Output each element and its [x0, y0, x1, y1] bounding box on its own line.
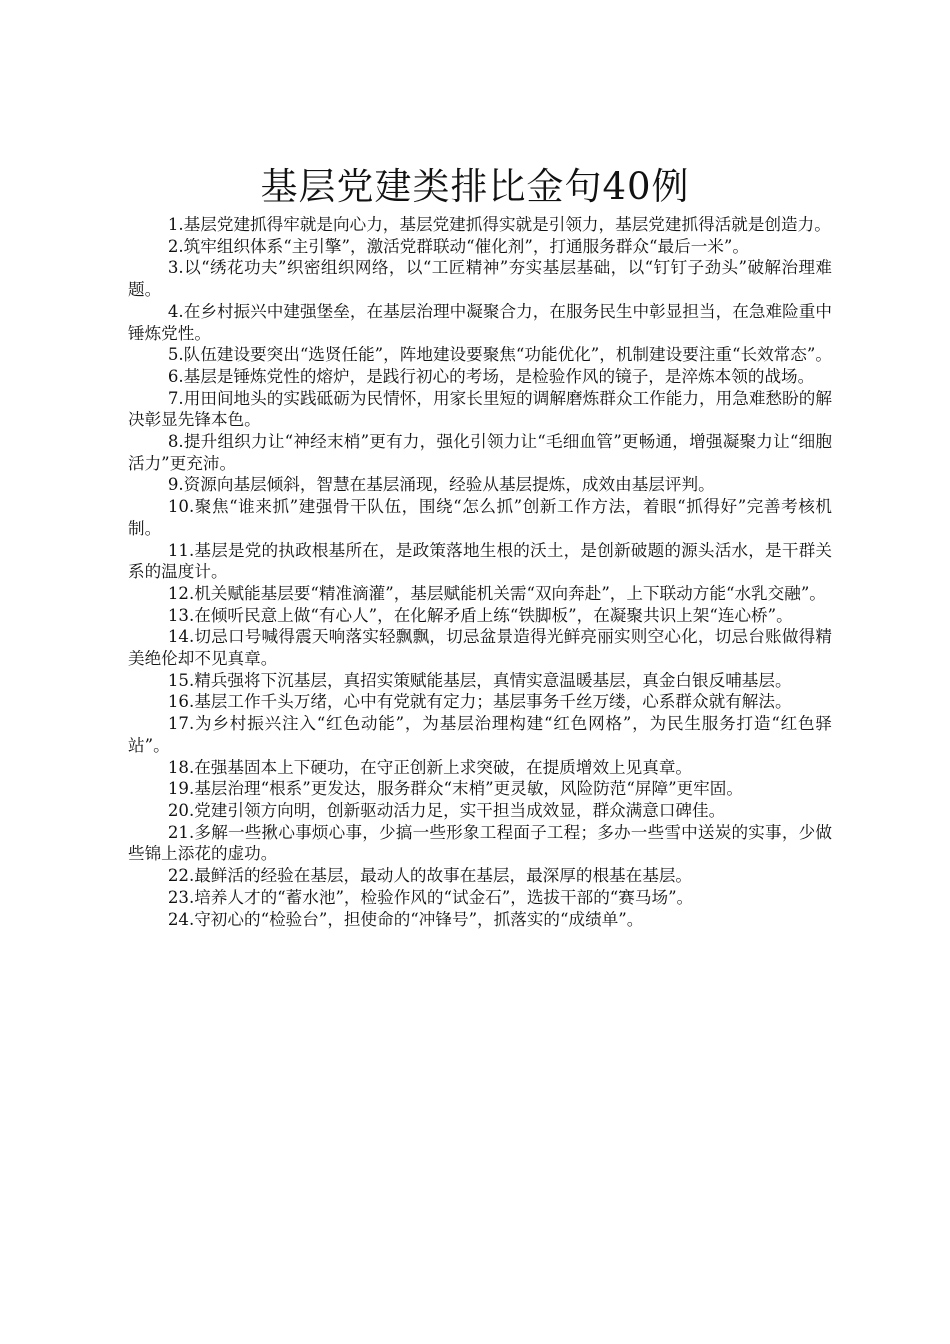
paragraph-item: 13.在倾听民意上做“有心人”，在化解矛盾上练“铁脚板”，在凝聚共识上架“连心桥”。 [167, 605, 793, 625]
paragraph-item: 6.基层是锤炼党性的熔炉，是践行初心的考场，是检验作风的镜子，是淬炼本领的战场。 [167, 366, 815, 386]
paragraph-item: 11.基层是党的执政根基所在，是政策落地生根的沃土，是创新破题的源头活水，是干群关系的温度计。 [128, 540, 832, 582]
paragraph-item: 22.最鲜活的经验在基层，最动人的故事在基层，最深厚的根基在基层。 [167, 866, 693, 886]
paragraph-item: 14.切忌口号喊得震天响落实轻飘飘，切忌盆景造得光鲜亮丽实则空心化，切忌台账做得精美绝伦却不见真章。 [128, 627, 832, 669]
document-body [128, 214, 832, 930]
paragraph-item: 8.提升组织力让“神经末梢”更有力，强化引领力让“毛细血管”更畅通，增强凝聚力让“细胞活力”更充沛。 [128, 432, 832, 473]
paragraph-item: 2.筑牢组织体系“主引擎”，激活党群联动“催化剂”，打通服务群众“最后一米”。 [167, 236, 749, 256]
paragraph-item: 17.为乡村振兴注入“红色动能”，为基层治理构建“红色网格”，为民生服务打造“红色驿站”。 [128, 714, 832, 755]
paragraph-item: 19.基层治理“根系”更发达，服务群众“末梢”更灵敏，风险防范“屏障”更牢固。 [167, 779, 743, 799]
paragraph-item: 20.党建引领方向明，创新驱动活力足，实干担当成效显，群众满意口碑佳。 [167, 800, 726, 820]
paragraph-item: 10.聚焦“谁来抓”建强骨干队伍，围绕“怎么抓”创新工作方法，着眼“抓得好”完善考核机制。 [128, 497, 832, 538]
paragraph-item: 24.守初心的“检验台”，担使命的“冲锋号”，抓落实的“成绩单”。 [167, 909, 644, 929]
paragraph-item: 9.资源向基层倾斜，智慧在基层涌现，经验从基层提炼，成效由基层评判。 [167, 475, 715, 495]
document-title: 基层党建类排比金句40例 [260, 165, 690, 208]
paragraph-item: 21.多解一些揪心事烦心事，少搞一些形象工程面子工程；多办一些雪中送炭的实事，少做些锦上添花的虚功。 [128, 822, 832, 864]
paragraph-item: 7.用田间地头的实践砥砺为民情怀，用家长里短的调解磨炼群众工作能力，用急难愁盼的解决彰显先锋本色。 [128, 388, 832, 430]
paragraph-item: 16.基层工作千头万绪，心中有党就有定力；基层事务千丝万缕，心系群众就有解法。 [167, 692, 792, 712]
paragraph-item: 15.精兵强将下沉基层，真招实策赋能基层，真情实意温暖基层，真金白银反哺基层。 [167, 670, 792, 690]
paragraph-item: 5.队伍建设要突出“选贤任能”，阵地建设要聚焦“功能优化”，机制建设要注重“长效常态”。 [167, 345, 832, 365]
paragraph-item: 23.培养人才的“蓄水池”，检验作风的“试金石”，选拔干部的“赛马场”。 [167, 887, 694, 907]
paragraph-item: 4.在乡村振兴中建强堡垒，在基层治理中凝聚合力，在服务民生中彰显担当，在急难险重中锤炼党性。 [128, 301, 832, 343]
paragraph-item: 18.在强基固本上下硬功，在守正创新上求突破，在提质增效上见真章。 [167, 757, 693, 777]
paragraph-item: 1.基层党建抓得牢就是向心力，基层党建抓得实就是引领力，基层党建抓得活就是创造力。 [167, 215, 831, 234]
paragraph-item: 3.以“绣花功夫”织密组织网络，以“工匠精神”夯实基层基础，以“钉钉子劲头”破解治理难题。 [128, 258, 832, 300]
paragraph-item: 12.机关赋能基层要“精准滴灌”，基层赋能机关需“双向奔赴”，上下联动方能“水乳交融”。 [167, 583, 826, 603]
